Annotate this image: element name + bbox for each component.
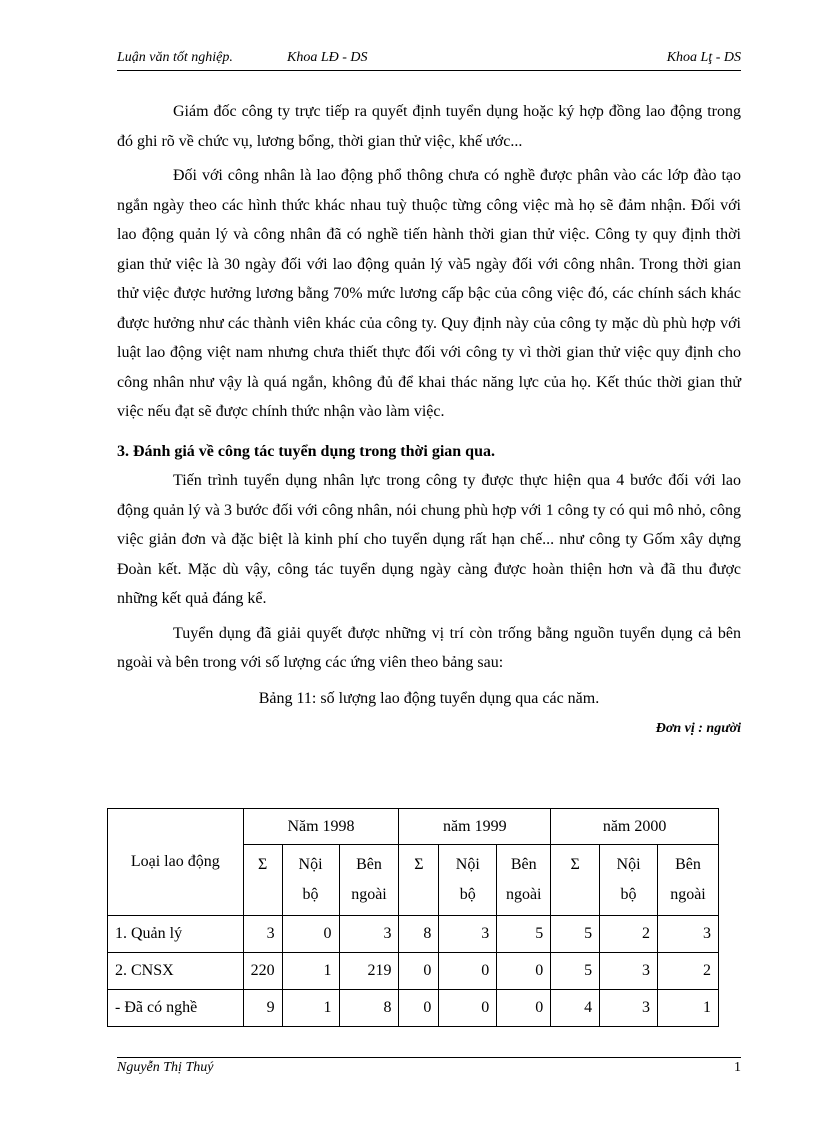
page-header: [117, 48, 741, 71]
table-cell: 220: [243, 953, 282, 990]
inner-header: Nội bộ: [439, 845, 497, 916]
table-cell: 3: [600, 990, 658, 1027]
table-cell: 8: [399, 916, 439, 953]
paragraph-1: Giám đốc công ty trực tiếp ra quyết định tuyển dụng hoặc ký hợp đồng lao động trong đó ghi rõ về chức vụ, lương bổng, thời gian thử việc, khế ước...: [117, 103, 741, 150]
row-label: 2. CNSX: [108, 953, 244, 990]
table-cell: 5: [551, 916, 600, 953]
table-cell: 3: [439, 916, 497, 953]
table-cell: 3: [600, 953, 658, 990]
table-row: [108, 953, 719, 990]
table-cell: 3: [657, 916, 718, 953]
table-cell: 0: [439, 990, 497, 1027]
table-cell: 8: [339, 990, 399, 1027]
table-cell: 0: [439, 953, 497, 990]
unit-label: Đơn vị : người: [655, 721, 741, 736]
inner-header: Nội bộ: [282, 845, 339, 916]
table-cell: 1: [282, 953, 339, 990]
table-cell: 2: [600, 916, 658, 953]
table-row: [108, 990, 719, 1027]
row-label: 1. Quản lý: [108, 916, 244, 953]
year-2000-header: năm 2000: [551, 809, 719, 845]
footer-author: Nguyễn Thị Thuý: [117, 1060, 214, 1075]
outer-header: Bên ngoài: [497, 845, 551, 916]
table-header-row: [108, 809, 719, 845]
outer-header: Bên ngoài: [657, 845, 718, 916]
table-cell: 9: [243, 990, 282, 1027]
page-footer: [117, 1057, 741, 1075]
table-cell: 0: [497, 990, 551, 1027]
table-cell: 3: [243, 916, 282, 953]
paragraph-2: Đối với công nhân là lao động phổ thông chưa có nghề được phân vào các lớp đào tạo ngắn ngày theo các hình thức khác nhau tuỳ thuộc từng công việc mà họ sẽ đảm nhận. Đối với lao động quản lý và công nhân đã có nghề tiến hành thời gian thử việc. Công ty quy định thời gian thử việc là 30 ngày đối với lao động quản lý và5 ngày đối với công nhân. Trong thời gian thử việc được hưởng lương bằng 70% mức lương cấp bậc của công việc đó, các chính sách khác được hưởng như các thành viên khác của công ty. Quy định này của công ty mặc dù phù hợp với luật lao động việt nam nhưng chưa thiết thực đối với công ty vì thời gian thử việc quy định cho công nhân như vậy là quá ngắn, không đủ để khai thác năng lực của họ. Kết thúc thời gian thử việc nếu đạt sẽ được chính thức nhận vào làm việc.: [117, 167, 741, 420]
sigma-header: Σ: [551, 845, 600, 916]
year-1998-header: Năm 1998: [243, 809, 399, 845]
year-1999-header: năm 1999: [399, 809, 551, 845]
paragraph-3: Tiến trình tuyển dụng nhân lực trong công ty được thực hiện qua 4 bước đối với lao động quản lý và 3 bước đối với công nhân, nói chung phù hợp với 1 công ty có qui mô nhỏ, công việc giản đơn và đặc biệt là kinh phí cho tuyển dụng rất hạn chế... như công ty Gốm xây dựng Đoàn kết. Mặc dù vậy, công tác tuyển dụng ngày càng được hoàn thiện hơn và đã thu được những kết quả đáng kể.: [117, 472, 741, 607]
header-faculty-label: Khoa LĐ - DS: [287, 50, 368, 65]
table-cell: 0: [282, 916, 339, 953]
table-cell: 0: [497, 953, 551, 990]
table-cell: 3: [339, 916, 399, 953]
paragraph-4: Tuyển dụng đã giải quyết được những vị trí còn trống bằng nguồn tuyển dụng cả bên ngoài và bên trong với số lượng các ứng viên theo bảng sau:: [117, 624, 741, 671]
table-cell: 4: [551, 990, 600, 1027]
sigma-header: Σ: [243, 845, 282, 916]
table-cell: 219: [339, 953, 399, 990]
table-cell: 5: [497, 916, 551, 953]
recruitment-table: [107, 808, 719, 1027]
table-cell: 5: [551, 953, 600, 990]
sigma-header: Σ: [399, 845, 439, 916]
document-body: [117, 97, 741, 739]
table-cell: 0: [399, 953, 439, 990]
outer-header: Bên ngoài: [339, 845, 399, 916]
table-cell: 2: [657, 953, 718, 990]
header-faculty-right: Khoa Lţ - DS: [666, 50, 741, 65]
table-row: [108, 916, 719, 953]
header-thesis-label: Luận văn tốt nghiệp.: [117, 50, 233, 65]
table-cell: 1: [657, 990, 718, 1027]
section-heading: 3. Đánh giá về công tác tuyển dụng trong thời gian qua.: [117, 442, 495, 460]
row-label: - Đã có nghề: [108, 990, 244, 1027]
page-number: 1: [734, 1060, 741, 1075]
inner-header: Nội bộ: [600, 845, 658, 916]
table-cell: 1: [282, 990, 339, 1027]
row-header-cell: Loại lao động: [108, 809, 244, 916]
table-caption: Bảng 11: số lượng lao động tuyển dụng qua các năm.: [258, 689, 600, 707]
table-cell: 0: [399, 990, 439, 1027]
